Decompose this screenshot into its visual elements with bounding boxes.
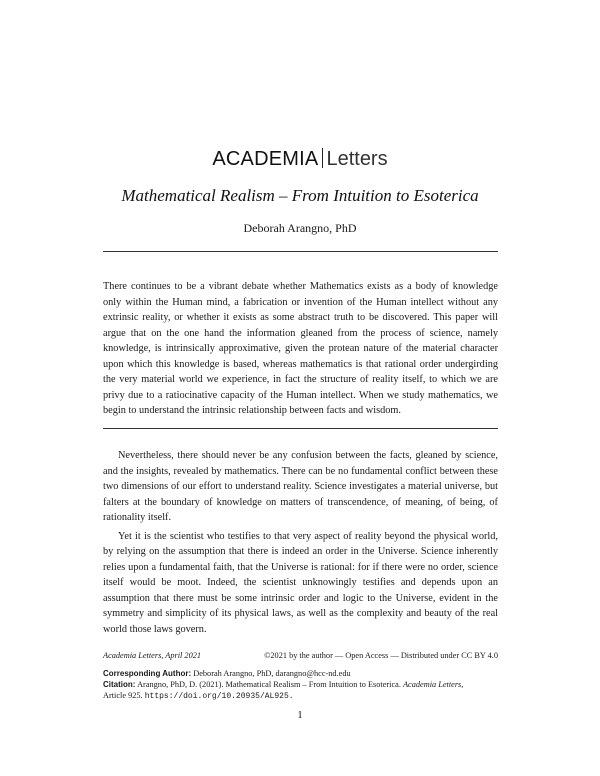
footer-license: ©2021 by the author — Open Access — Distributed under CC BY 4.0: [264, 651, 498, 660]
citation-doi-link[interactable]: https://doi.org/10.20935/AL925.: [144, 692, 294, 701]
corresponding-author-text: Deborah Arangno, PhD, darangno@hcc-nd.edu: [193, 669, 351, 678]
body-paragraph: Nevertheless, there should never be any confusion between the facts, gleaned by science, and the insights, revealed by mathematics. There can be no fundamental conflict between these two dimensions of our effort to understand reality. Science investigates a material universe, but falters at the boundary of knowledge on matters of transcendence, of meaning, of being, of rationality itself.: [103, 450, 498, 523]
abstract-bottom-rule: [103, 428, 498, 429]
citation-article: Article 925.: [103, 691, 143, 700]
brand-name: ACADEMIA: [212, 148, 319, 170]
body-paragraph: Yet it is the scientist who testifies to that very aspect of reality beyond the physical world, by relying on the assumption that there is indeed an order in the Universe. Science inherently relies upon a fundamental faith, that the Universe is rational: for if there were no order, science itself would be moot. Indeed, the scientist unknowingly testifies and depends upon an assumption that there must be some intrinsic order and logic to the Universe, evident in the symmetry and simplicity of its physical laws, as well as the complexity and beauty of the real world those laws govern.: [103, 530, 498, 635]
paper-author: Deborah Arangno, PhD: [243, 221, 357, 235]
citation-text: Arangno, PhD, D. (2021). Mathematical Realism – From Intuition to Esoterica.: [137, 680, 401, 689]
corresponding-author-label: Corresponding Author:: [103, 669, 192, 678]
citation-journal: Academia Letters,: [402, 680, 464, 689]
footer-venue-line: [103, 650, 498, 661]
corresponding-author-line: [103, 668, 498, 679]
footer-venue: Academia Letters, April 2021: [103, 651, 202, 660]
body-text: [103, 448, 498, 637]
citation-line: [103, 679, 498, 702]
footer-citation-block: [103, 668, 498, 702]
citation-label: Citation:: [103, 680, 136, 689]
academia-letters-logo: [0, 147, 600, 171]
page-number: 1: [297, 709, 303, 721]
abstract-top-rule: [103, 251, 498, 252]
brand-section: Letters: [326, 148, 388, 170]
paper-title: Mathematical Realism – From Intuition to Esoterica: [121, 186, 479, 205]
brand-divider: [322, 148, 323, 168]
abstract: There continues to be a vibrant debate whether Mathematics exists as a body of knowledge only within the Human mind, a fabrication or invention of the Human intellect without any extrinsic reality, or whether it exists as some abstract truth to be discovered. This paper will argue that on the one hand the information gleaned from the process of science, namely knowledge, is intrinsically approximative, given the protean nature of the material character upon which this knowledge is based, whereas mathematics is that rational order undergirding the very material world we experience, in fact the structure of reality itself, to which we are privy due to a ratiocinative capacity of the Human intellect. When we study mathematics, we begin to understand the intrinsic relationship between facts and wisdom.: [103, 281, 498, 416]
